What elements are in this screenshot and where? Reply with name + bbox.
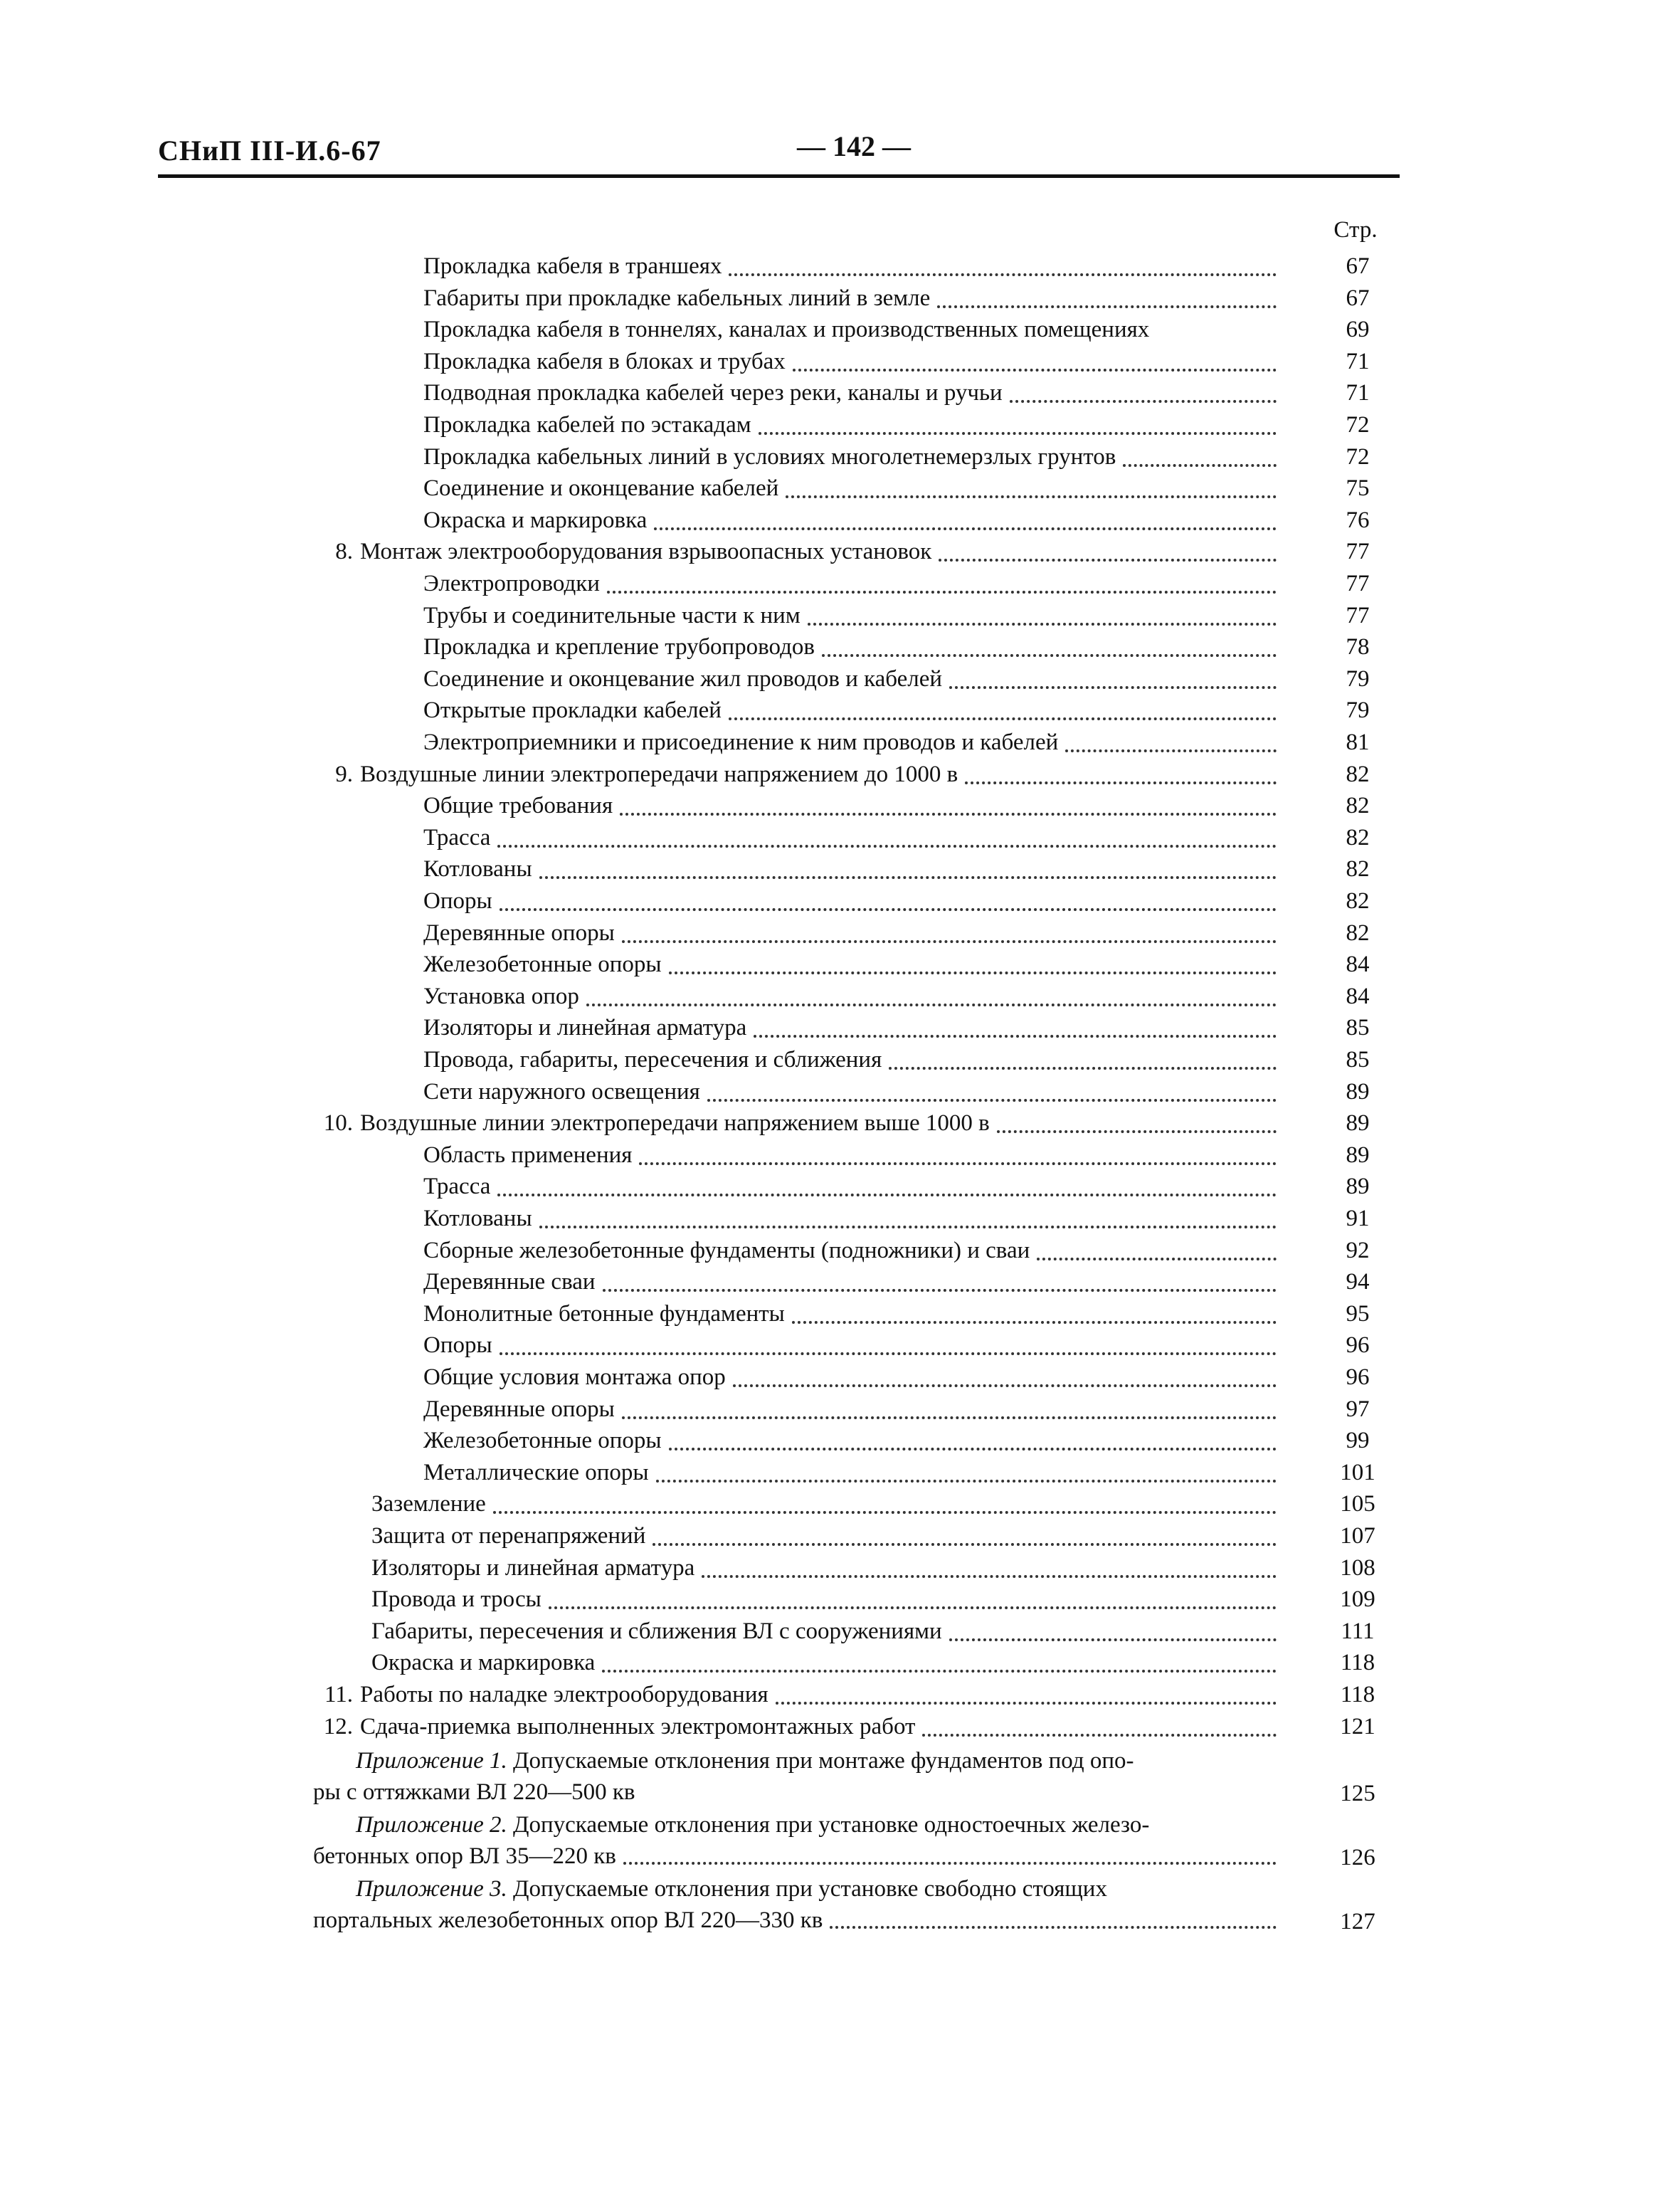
section-number: 12. [323, 1713, 353, 1739]
toc-page-number: 89 [1346, 1142, 1370, 1168]
toc-entry-title: Монтаж электрооборудования взрывоопасных установок [360, 539, 932, 565]
toc-page-number: 89 [1346, 1174, 1370, 1200]
appendix-entry [313, 1809, 1281, 1872]
dot-leader [786, 494, 1277, 498]
toc-entry-title: Прокладка кабеля в тоннелях, каналах и производственных помещениях [423, 317, 1150, 343]
toc-section-row [313, 1710, 1281, 1741]
toc-page-number: 72 [1346, 443, 1370, 470]
toc-page-number: 72 [1346, 412, 1370, 438]
toc-entry-title: Соединение и оконцевание кабелей [423, 475, 779, 502]
header-rule [158, 174, 1400, 178]
toc-subsection-row [423, 662, 1281, 693]
toc-entry-title: Прокладка кабеля в траншеях [423, 253, 722, 279]
dot-leader [620, 811, 1277, 816]
dot-leader [1037, 1256, 1277, 1260]
toc-page-number: 94 [1346, 1269, 1370, 1295]
toc-subsection-row [423, 312, 1281, 344]
toc-subsection-row [423, 1138, 1281, 1169]
toc-entry-title: Защита от перенапряжений [371, 1523, 646, 1549]
toc-entry-title: Опоры [423, 1332, 492, 1359]
toc-page-number: 107 [1340, 1523, 1375, 1549]
appendix-title: Приложение 3. [356, 1876, 507, 1902]
dot-leader [603, 1288, 1277, 1292]
toc-page-number: 105 [1340, 1491, 1375, 1517]
toc-subsection-row [423, 376, 1281, 407]
toc-page-number: 101 [1340, 1459, 1375, 1485]
toc-entry-title: Железобетонные опоры [423, 1428, 662, 1454]
toc-entry-title: Общие условия монтажа опор [423, 1364, 726, 1390]
dot-leader [493, 1510, 1277, 1514]
toc-entry-title: Котлованы [423, 1206, 532, 1231]
toc-entry-title: Трасса [423, 1174, 491, 1200]
dot-leader [830, 1925, 1277, 1929]
toc-subsection-row [423, 1360, 1281, 1391]
toc-page-number: 89 [1346, 1078, 1370, 1105]
appendix-entry [313, 1873, 1281, 1936]
toc-subsection-row [423, 821, 1281, 852]
dot-leader [549, 1605, 1277, 1609]
toc-subsection-row [423, 1455, 1281, 1487]
toc-page-number: 125 [1340, 1781, 1375, 1807]
toc-entry-title: Деревянные опоры [423, 920, 615, 946]
toc-page-number: 118 [1340, 1650, 1375, 1676]
toc-page-number: 75 [1346, 475, 1370, 502]
toc-entry-title: Сдача-приемка выполненных электромонтажных работ [360, 1713, 916, 1739]
toc-page-number: 109 [1340, 1586, 1375, 1613]
toc-subsection-row [423, 1169, 1281, 1201]
toc-subsection-row [423, 249, 1281, 280]
toc-page-number: 79 [1346, 665, 1370, 692]
toc-page-number: 82 [1346, 824, 1370, 851]
toc-page-number: 77 [1346, 602, 1370, 628]
toc-entry-title: Провода, габариты, пересечения и сближения [423, 1047, 882, 1073]
dot-leader [965, 780, 1277, 784]
dot-leader [1010, 399, 1277, 403]
toc-page-number: 67 [1346, 285, 1370, 311]
toc-section-row [313, 1106, 1281, 1137]
toc-page-number: 82 [1346, 761, 1370, 787]
toc-entry-title: Открытые прокладки кабелей [423, 697, 722, 724]
toc-subsection-row [423, 852, 1281, 883]
toc-entry-title: Электропроводки [423, 571, 600, 596]
dot-leader [949, 1637, 1277, 1641]
toc-subsection-row [423, 1423, 1281, 1455]
toc-subsection-row [371, 1487, 1281, 1518]
toc-entry-title: Воздушные линии электропередачи напряжением выше 1000 в [360, 1110, 990, 1137]
toc-entry-title: Воздушные линии электропередачи напряжением до 1000 в [360, 761, 958, 787]
toc-entry-title: Опоры [423, 888, 492, 914]
dot-leader [586, 1002, 1277, 1006]
toc-subsection-row [423, 1392, 1281, 1423]
appendix-title: Приложение 1. [356, 1748, 507, 1774]
document-code: СНиП III-И.6-67 [158, 135, 381, 167]
toc-subsection-row [423, 979, 1281, 1011]
dot-leader [729, 716, 1277, 720]
toc-page-number: 111 [1341, 1618, 1375, 1644]
toc-entry-title: Установка опор [423, 983, 579, 1009]
dot-leader [622, 939, 1277, 943]
toc-subsection-row [423, 440, 1281, 471]
toc-page-number: 71 [1346, 380, 1370, 406]
toc-entry-title: Прокладка кабельных линий в условиях многолетнемерзлых грунтов [423, 443, 1116, 470]
toc-subsection-row [423, 630, 1281, 661]
dot-leader [793, 367, 1277, 372]
dot-leader [707, 1097, 1277, 1102]
toc-page-number: 71 [1346, 348, 1370, 374]
section-number: 8. [335, 539, 353, 565]
toc-page-number: 79 [1346, 697, 1370, 724]
appendix-title: Приложение 2. [356, 1812, 507, 1838]
toc-subsection-row [423, 599, 1281, 630]
toc-subsection-row [423, 344, 1281, 376]
page-number: — 142 — [797, 130, 911, 162]
toc-subsection-row [423, 1328, 1281, 1359]
toc-page-number: 126 [1340, 1845, 1375, 1871]
toc-subsection-row [423, 1265, 1281, 1296]
toc-subsection-row [423, 281, 1281, 312]
toc-subsection-row [423, 725, 1281, 757]
toc-entry-title: Металлические опоры [423, 1459, 649, 1485]
toc-page-number: 67 [1346, 253, 1370, 279]
appendix-text-line1: Допускаемые отклонения при установке свободно стоящих [507, 1876, 1107, 1902]
toc-page-number: 97 [1346, 1396, 1370, 1422]
toc-page-number: 118 [1340, 1682, 1375, 1707]
toc-page-number: 99 [1346, 1428, 1370, 1454]
dot-leader [1123, 463, 1277, 467]
toc-subsection-row [423, 408, 1281, 439]
appendix-text-line2: бетонных опор ВЛ 35—220 кв [313, 1843, 616, 1870]
toc-page-number: 121 [1340, 1713, 1375, 1739]
dot-leader [937, 304, 1277, 308]
toc-entry-title: Котлованы [423, 856, 532, 883]
toc-subsection-row [423, 1011, 1281, 1042]
toc-page-number: 77 [1346, 571, 1370, 596]
appendix-text-line2: ры с оттяжками ВЛ 220—500 кв [313, 1779, 635, 1806]
toc-page-number: 69 [1346, 317, 1370, 343]
toc-page-number: 89 [1346, 1110, 1370, 1137]
toc-page-number: 96 [1346, 1332, 1370, 1359]
toc-subsection-row [423, 693, 1281, 725]
toc-section-row [313, 535, 1281, 566]
section-number: 11. [324, 1682, 353, 1707]
dot-leader [949, 685, 1277, 689]
toc-entry-title: Габариты при прокладке кабельных линий в земле [423, 285, 931, 311]
dot-leader [623, 1860, 1277, 1865]
dot-leader [497, 1192, 1277, 1196]
section-number: 10. [323, 1110, 353, 1137]
toc-entry-title: Работы по наладке электрооборудования [360, 1682, 768, 1707]
toc-page-number: 85 [1346, 1047, 1370, 1073]
toc-subsection-row [423, 789, 1281, 820]
toc-page-number: 82 [1346, 856, 1370, 883]
toc-entry-title: Деревянные сваи [423, 1269, 596, 1295]
toc-page-number: 84 [1346, 983, 1370, 1009]
toc-subsection-row [371, 1519, 1281, 1550]
dot-leader [602, 1668, 1277, 1673]
dot-leader [733, 1383, 1277, 1387]
toc-entry-title: Монолитные бетонные фундаменты [423, 1300, 785, 1327]
toc-entry-title: Прокладка кабелей по эстакадам [423, 412, 751, 438]
dot-leader [939, 557, 1277, 562]
dot-leader [1065, 748, 1277, 752]
dot-leader [653, 1542, 1277, 1546]
toc-section-row [313, 757, 1281, 789]
toc-entry-title: Железобетонные опоры [423, 952, 662, 978]
dot-leader [539, 1224, 1277, 1228]
dot-leader [792, 1320, 1277, 1324]
dot-leader [639, 1161, 1277, 1165]
toc-entry-title: Электроприемники и присоединение к ним проводов и кабелей [423, 730, 1059, 755]
toc-subsection-row [423, 1043, 1281, 1074]
toc-subsection-row [423, 884, 1281, 915]
toc-entry-title: Прокладка и крепление трубопроводов [423, 634, 815, 660]
toc-entry-title: Изоляторы и линейная арматура [423, 1015, 747, 1041]
appendix-text-line1: Допускаемые отклонения при установке одностоечных железо- [507, 1812, 1150, 1838]
toc-subsection-row [371, 1551, 1281, 1582]
toc-page-number: 77 [1346, 539, 1370, 565]
toc-subsection-row [371, 1582, 1281, 1613]
dot-leader [808, 621, 1277, 626]
toc-entry-title: Трасса [423, 824, 491, 851]
dot-leader [889, 1065, 1277, 1070]
toc-entry-title: Соединение и оконцевание жил проводов и кабелей [423, 665, 943, 692]
toc-page-number: 85 [1346, 1015, 1370, 1041]
dot-leader [500, 907, 1277, 911]
toc-page-number: 76 [1346, 507, 1370, 533]
toc-entry-title: Деревянные опоры [423, 1396, 615, 1422]
toc-entry-title: Заземление [371, 1491, 486, 1517]
page-column-header: Стр. [1333, 217, 1378, 243]
toc-section-row [313, 1678, 1281, 1709]
toc-subsection-row [423, 1201, 1281, 1233]
toc-subsection-row [423, 947, 1281, 979]
toc-page-number: 108 [1340, 1554, 1375, 1581]
dot-leader [922, 1732, 1277, 1737]
dot-leader [669, 1446, 1277, 1450]
dot-leader [669, 970, 1277, 974]
toc-page-number: 78 [1346, 634, 1370, 660]
toc-subsection-row [423, 503, 1281, 535]
toc-entry-title: Окраска и маркировка [423, 507, 648, 533]
toc-entry-title: Изоляторы и линейная арматура [371, 1554, 695, 1581]
toc-page-number: 82 [1346, 920, 1370, 946]
toc-page-number: 81 [1346, 730, 1370, 755]
dot-leader [607, 589, 1277, 594]
toc-page-number: 82 [1346, 793, 1370, 819]
dot-leader [759, 431, 1277, 435]
dot-leader [822, 653, 1277, 657]
toc-page-number: 82 [1346, 888, 1370, 914]
toc-page-number: 127 [1340, 1909, 1375, 1935]
toc-entry-title: Сети наружного освещения [423, 1078, 700, 1105]
toc-entry-title: Провода и тросы [371, 1586, 541, 1613]
toc-page-number: 91 [1346, 1206, 1370, 1231]
toc-entry-title: Окраска и маркировка [371, 1650, 596, 1676]
toc-entry-title: Область применения [423, 1142, 633, 1168]
toc-page-number: 96 [1346, 1364, 1370, 1390]
toc-page-number: 92 [1346, 1237, 1370, 1263]
toc-subsection-row [423, 916, 1281, 947]
toc-entry-title: Подводная прокладка кабелей через реки, каналы и ручьи [423, 380, 1003, 406]
appendix-entry [313, 1745, 1281, 1808]
dot-leader [654, 526, 1277, 530]
toc-subsection-row [371, 1614, 1281, 1646]
dot-leader [539, 875, 1277, 879]
toc-subsection-row [371, 1646, 1281, 1677]
section-number: 9. [335, 761, 353, 787]
toc-subsection-row [423, 1297, 1281, 1328]
dot-leader [656, 1478, 1277, 1483]
appendix-text-line1: Допускаемые отклонения при монтаже фундаментов под опо- [507, 1748, 1134, 1774]
toc-subsection-row [423, 1233, 1281, 1265]
toc-page-number: 95 [1346, 1300, 1370, 1327]
dot-leader [776, 1700, 1277, 1705]
toc-subsection-row [423, 567, 1281, 598]
toc-subsection-row [423, 471, 1281, 502]
dot-leader [997, 1129, 1277, 1133]
toc-entry-title: Общие требования [423, 793, 613, 819]
dot-leader [500, 1351, 1277, 1355]
toc-page-number: 84 [1346, 952, 1370, 978]
dot-leader [622, 1415, 1277, 1419]
toc-entry-title: Габариты, пересечения и сближения ВЛ с сооружениями [371, 1618, 942, 1644]
toc-entry-title: Прокладка кабеля в блоках и трубах [423, 348, 786, 374]
dot-leader [754, 1033, 1277, 1038]
dot-leader [497, 843, 1277, 848]
toc-subsection-row [423, 1075, 1281, 1106]
toc-entry-title: Сборные железобетонные фундаменты (подножники) и сваи [423, 1237, 1030, 1263]
toc-entry-title: Трубы и соединительные части к ним [423, 602, 801, 628]
dot-leader [729, 272, 1277, 276]
appendix-text-line2: портальных железобетонных опор ВЛ 220—330 кв [313, 1907, 823, 1934]
dot-leader [702, 1574, 1277, 1578]
